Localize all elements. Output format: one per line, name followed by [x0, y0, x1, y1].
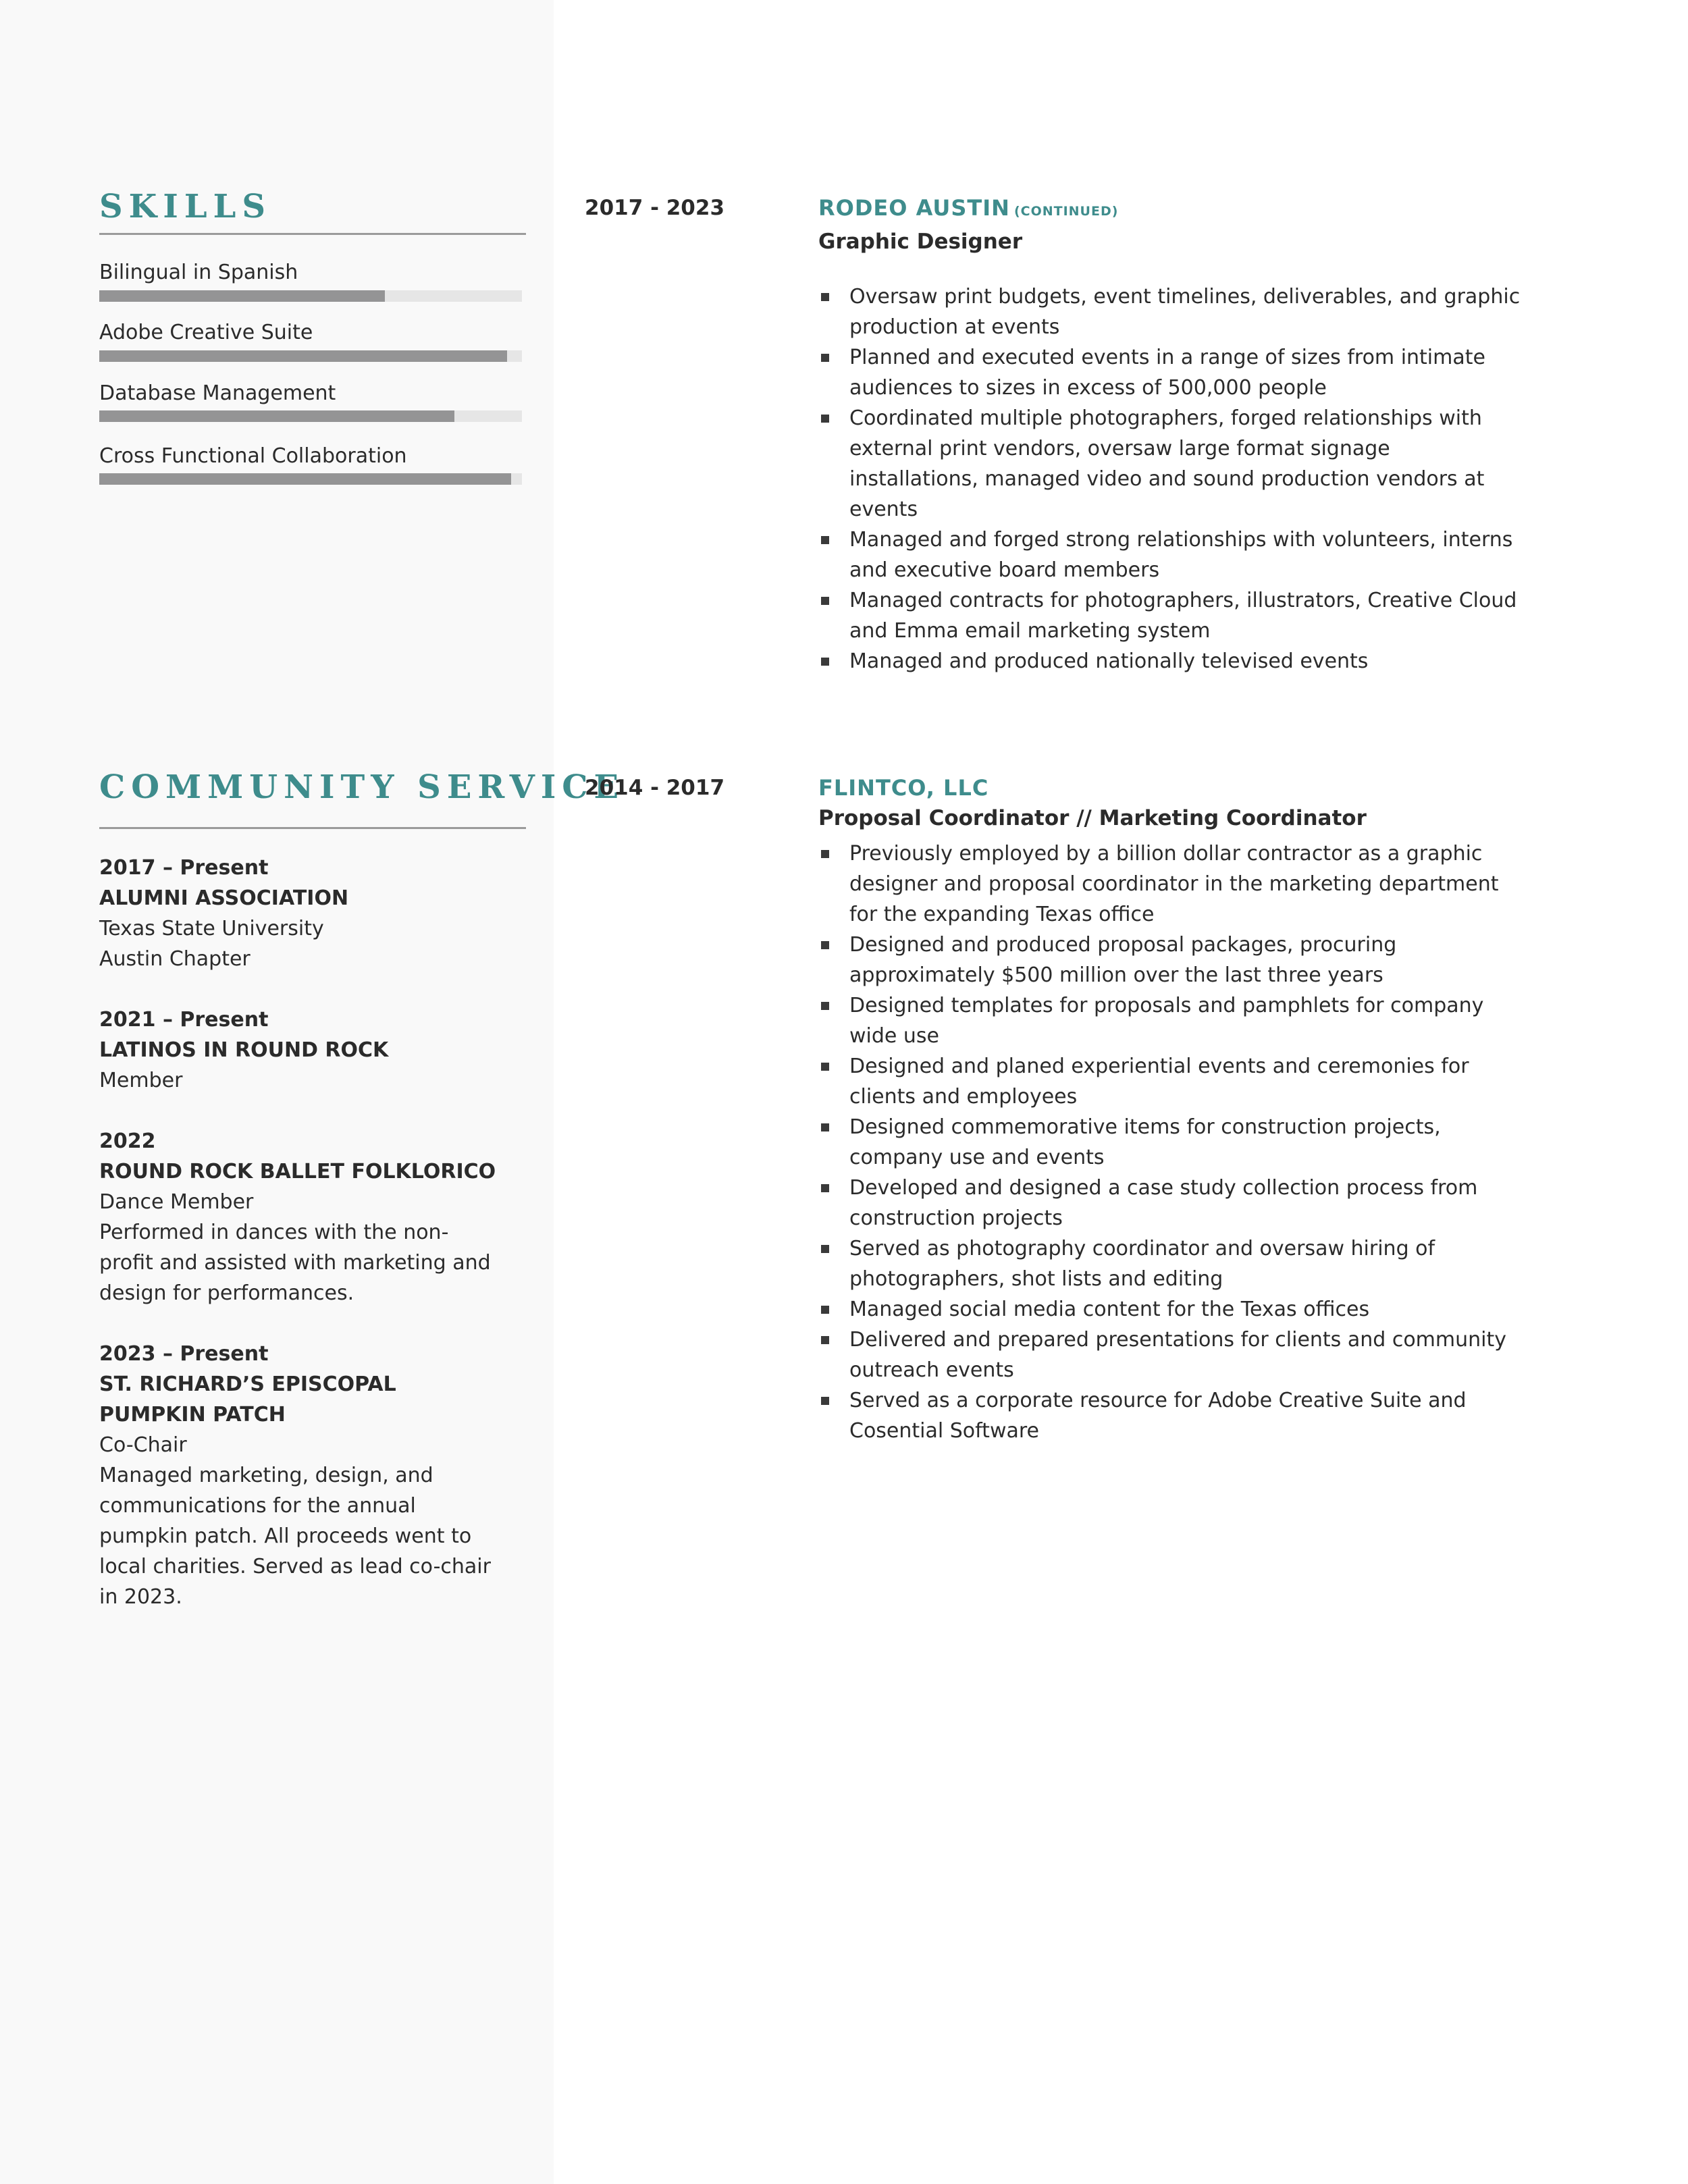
skills-divider: [99, 233, 526, 235]
bullet-text: Designed and produced proposal packages, procuring approximately $500 million over the last three years: [849, 933, 1397, 987]
bullet-text: Managed and forged strong relationships with volunteers, interns and executive board members: [849, 528, 1513, 582]
bullet-square-icon: [821, 293, 829, 301]
job-dates: 2017 - 2023: [585, 196, 725, 220]
bullet-text: Designed and planed experiential events and ceremonies for clients and employees: [849, 1055, 1469, 1109]
skill-item: [99, 319, 522, 346]
entry-organization: ALUMNI ASSOCIATION: [99, 886, 349, 910]
job-bullet: [818, 930, 1521, 990]
job-bullet: [818, 1173, 1521, 1233]
bullet-text: Planned and executed events in a range of sizes from intimate audiences to sizes in excess of 500,000 people: [849, 346, 1485, 400]
bullet-text: Managed social media content for the Texas offices: [849, 1298, 1370, 1321]
job-bullet: [818, 646, 1521, 676]
bullet-square-icon: [821, 658, 829, 666]
job-bullet: [818, 1294, 1521, 1325]
skill-level-fill: [99, 290, 385, 302]
skill-item: [99, 380, 522, 407]
entry-date: 2022: [99, 1129, 156, 1153]
skills-section: [99, 186, 526, 468]
entry-organization: ST. RICHARD’S EPISCOPAL PUMPKIN PATCH: [99, 1373, 396, 1427]
job-bullet: [818, 1385, 1521, 1446]
bullet-text: Developed and designed a case study collection process from construction projects: [849, 1176, 1478, 1230]
bullet-text: Designed templates for proposals and pamphlets for company wide use: [849, 994, 1484, 1048]
company-title: FLINTCO, LLC: [818, 775, 989, 801]
skill-level-track: [99, 410, 522, 422]
entry-description: Managed marketing, design, and communications for the annual pumpkin patch. All proceeds went to local charities. Served as lead co-chair in 2023.: [99, 1464, 491, 1609]
skill-name: Database Management: [99, 381, 336, 405]
company-note: (CONTINUED): [1013, 204, 1119, 219]
community-service-section: [99, 767, 625, 1609]
entry-detail: Austin Chapter: [99, 947, 250, 971]
company-name: [818, 772, 1521, 803]
bullet-square-icon: [821, 1184, 829, 1192]
community-entry: [99, 1339, 526, 1612]
skill-level-track: [99, 473, 522, 485]
entry-detail: Texas State University: [99, 917, 324, 940]
entry-description: Performed in dances with the non-profit and assisted with marketing and design for performances.: [99, 1221, 491, 1305]
job-bullet: [818, 342, 1521, 403]
bullet-square-icon: [821, 1002, 829, 1010]
entry-detail: Member: [99, 1069, 183, 1092]
job-bullet: [818, 1112, 1521, 1173]
bullet-text: Oversaw print budgets, event timelines, deliverables, and graphic production at events: [849, 285, 1521, 339]
entry-date: 2023 – Present: [99, 1342, 269, 1366]
entry-detail: Dance Member: [99, 1190, 254, 1214]
skill-item: [99, 443, 522, 470]
job-bullet: [818, 838, 1521, 930]
community-entry: [99, 1005, 526, 1096]
bullet-text: Delivered and prepared presentations for clients and community outreach events: [849, 1328, 1506, 1382]
entry-date: 2021 – Present: [99, 1008, 269, 1032]
bullet-text: Managed contracts for photographers, illustrators, Creative Cloud and Emma email marketing system: [849, 589, 1517, 643]
community-service-heading: COMMUNITY SERVICE: [99, 768, 625, 806]
job-bullets: [818, 282, 1521, 676]
community-entry: [99, 853, 526, 974]
bullet-square-icon: [821, 536, 829, 544]
skill-level-fill: [99, 473, 511, 485]
bullet-text: Coordinated multiple photographers, forged relationships with external print vendors, oversaw large format signage installations, managed video and sound production vendors at events: [849, 406, 1485, 521]
job-title: Proposal Coordinator // Marketing Coordinator: [818, 806, 1367, 830]
bullet-square-icon: [821, 597, 829, 605]
bullet-text: Served as photography coordinator and oversaw hiring of photographers, shot lists and editing: [849, 1237, 1435, 1291]
bullet-text: Designed commemorative items for construction projects, company use and events: [849, 1115, 1441, 1169]
community-entries: [99, 853, 526, 1643]
job-details: [818, 192, 1521, 676]
job-bullet: [818, 585, 1521, 646]
bullet-square-icon: [821, 941, 829, 949]
company-name: [818, 192, 1521, 227]
bullet-square-icon: [821, 850, 829, 858]
skill-name: Bilingual in Spanish: [99, 261, 298, 284]
job-bullet: [818, 403, 1521, 525]
entry-detail: Co-Chair: [99, 1433, 187, 1457]
skill-name: Cross Functional Collaboration: [99, 444, 407, 468]
bullet-square-icon: [821, 1336, 829, 1344]
skill-level-track: [99, 350, 522, 362]
entry-organization: LATINOS IN ROUND ROCK: [99, 1038, 389, 1062]
job-bullet: [818, 1325, 1521, 1385]
bullet-text: Served as a corporate resource for Adobe Creative Suite and Cosential Software: [849, 1389, 1467, 1443]
skill-name: Adobe Creative Suite: [99, 321, 313, 344]
job-title: Graphic Designer: [818, 230, 1023, 254]
job-bullets: [818, 838, 1521, 1446]
skill-level-track: [99, 290, 522, 302]
job-bullet: [818, 990, 1521, 1051]
bullet-text: Managed and produced nationally televised events: [849, 649, 1369, 673]
entry-date: 2017 – Present: [99, 856, 269, 880]
skills-heading: SKILLS: [99, 188, 271, 225]
bullet-square-icon: [821, 1245, 829, 1253]
community-service-divider: [99, 827, 526, 829]
entry-organization: ROUND ROCK BALLET FOLKLORICO: [99, 1160, 496, 1183]
skill-level-fill: [99, 350, 507, 362]
job-bullet: [818, 282, 1521, 342]
bullet-square-icon: [821, 1306, 829, 1314]
job-details: [818, 772, 1521, 1446]
job-bullet: [818, 1051, 1521, 1112]
bullet-square-icon: [821, 1397, 829, 1405]
job-dates: 2014 - 2017: [585, 776, 725, 800]
bullet-text: Previously employed by a billion dollar contractor as a graphic designer and proposal coordinator in the marketing department for the expanding Texas office: [849, 842, 1499, 926]
company-title: RODEO AUSTIN: [818, 195, 1010, 221]
bullet-square-icon: [821, 415, 829, 423]
bullet-square-icon: [821, 1123, 829, 1131]
job-bullet: [818, 1233, 1521, 1294]
bullet-square-icon: [821, 1063, 829, 1071]
skill-item: [99, 259, 522, 286]
job-bullet: [818, 525, 1521, 585]
bullet-square-icon: [821, 354, 829, 362]
community-entry: [99, 1126, 526, 1308]
skill-level-fill: [99, 410, 454, 422]
